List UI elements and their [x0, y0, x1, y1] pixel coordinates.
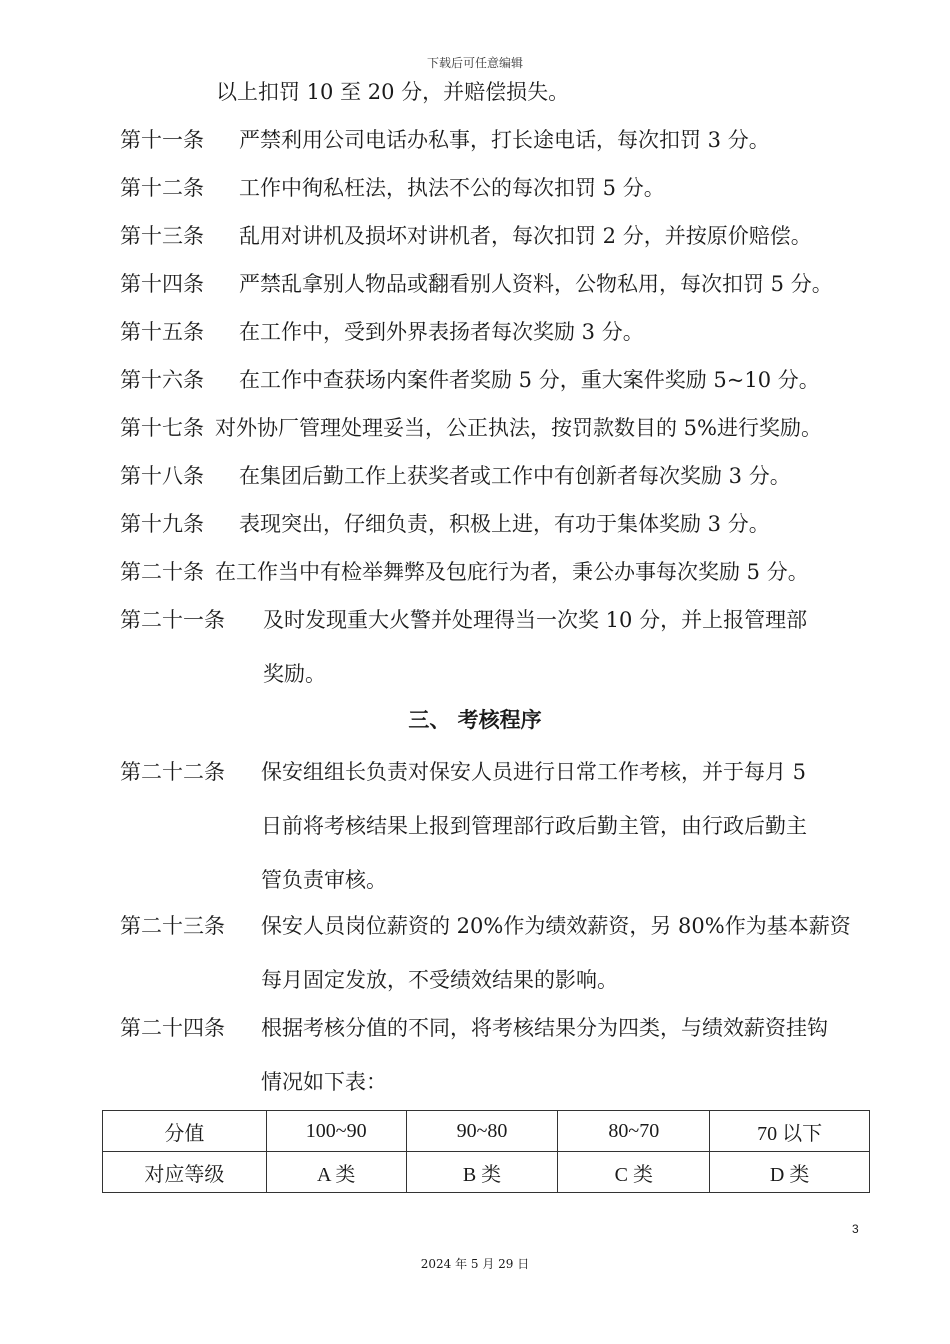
- article-11: [120, 126, 770, 154]
- article-23-line-2: 每月固定发放，不受绩效结果的影响。: [261, 968, 618, 992]
- article-number: 第十九条: [120, 512, 204, 536]
- article-number: 第二十一条: [120, 608, 225, 632]
- article-number: 第十七条: [120, 416, 204, 440]
- article-text: 及时发现重大火警并处理得当一次奖 10 分，并上报管理部: [263, 608, 808, 632]
- article-text: 表现突出，仔细负责，积极上进，有功于集体奖励 3 分。: [239, 512, 770, 536]
- article-24-line-1: 根据考核分值的不同，将考核结果分为四类，与绩效薪资挂钩: [261, 1016, 828, 1040]
- article-text: 严禁利用公司电话办私事，打长途电话，每次扣罚 3 分。: [239, 128, 770, 152]
- section-heading: 三、 考核程序: [408, 707, 542, 732]
- article-text: 对外协厂管理处理妥当，公正执法，按罚款数目的 5%进行奖励。: [215, 416, 822, 440]
- article-18: [120, 462, 791, 490]
- article-number: 第十六条: [120, 368, 204, 392]
- article-12: [120, 174, 665, 202]
- article-number: 第十一条: [120, 128, 204, 152]
- table-cell: B 类: [406, 1152, 558, 1193]
- article-24-number: 第二十四条: [120, 1016, 225, 1040]
- article-23-line-1: 保安人员岗位薪资的 20%作为绩效薪资，另 80%作为基本薪资: [261, 914, 851, 938]
- table-cell: 90~80: [406, 1111, 558, 1152]
- article-number: 第十四条: [120, 272, 204, 296]
- article-number: 第十五条: [120, 320, 204, 344]
- footer-date: 2024 年 5 月 29 日: [420, 1257, 530, 1271]
- article-22-line-3: 管负责审核。: [261, 868, 387, 892]
- table-cell: 80~70: [558, 1111, 710, 1152]
- article-text: 在集团后勤工作上获奖者或工作中有创新者每次奖励 3 分。: [239, 464, 791, 488]
- article-19: [120, 510, 770, 538]
- article-16: [120, 366, 820, 394]
- article-24-line-2: 情况如下表：: [261, 1070, 387, 1094]
- table-cell: D 类: [710, 1152, 870, 1193]
- table-row: [103, 1111, 870, 1152]
- article-text: 严禁乱拿别人物品或翻看别人资料，公物私用，每次扣罚 5 分。: [239, 272, 833, 296]
- article-17: [120, 414, 822, 442]
- article-20: [120, 558, 809, 586]
- article-22-number: 第二十二条: [120, 760, 225, 784]
- article-number: 第十三条: [120, 224, 204, 248]
- article-text: 乱用对讲机及损坏对讲机者，每次扣罚 2 分，并按原价赔偿。: [239, 224, 812, 248]
- table-cell: C 类: [558, 1152, 710, 1193]
- article-23-number: 第二十三条: [120, 914, 225, 938]
- table-cell: 100~90: [266, 1111, 406, 1152]
- table-cell: A 类: [266, 1152, 406, 1193]
- article-21-continuation: 奖励。: [263, 662, 326, 686]
- article-13: [120, 222, 812, 250]
- table-cell: 分值: [103, 1111, 267, 1152]
- grade-table: [102, 1110, 870, 1193]
- article-number: 第十二条: [120, 176, 204, 200]
- continuation-line: 以上扣罚 10 至 20 分，并赔偿损失。: [216, 80, 570, 104]
- article-14: [120, 270, 833, 298]
- article-22-line-2: 日前将考核结果上报到管理部行政后勤主管，由行政后勤主: [261, 814, 807, 838]
- page-number: 3: [852, 1222, 859, 1236]
- header-note: 下载后可任意编辑: [426, 56, 523, 70]
- article-text: 在工作中查获场内案件者奖励 5 分，重大案件奖励 5~10 分。: [239, 368, 820, 392]
- table-cell: 70 以下: [710, 1111, 870, 1152]
- article-text: 在工作当中有检举舞弊及包庇行为者，秉公办事每次奖励 5 分。: [215, 560, 809, 584]
- article-text: 在工作中，受到外界表扬者每次奖励 3 分。: [239, 320, 644, 344]
- article-number: 第十八条: [120, 464, 204, 488]
- table-cell: 对应等级: [103, 1152, 267, 1193]
- article-21: [120, 606, 808, 634]
- article-22-line-1: 保安组组长负责对保安人员进行日常工作考核，并于每月 5: [261, 760, 807, 784]
- article-15: [120, 318, 644, 346]
- article-number: 第二十条: [120, 560, 204, 584]
- table-row: [103, 1152, 870, 1193]
- article-text: 工作中徇私枉法，执法不公的每次扣罚 5 分。: [239, 176, 665, 200]
